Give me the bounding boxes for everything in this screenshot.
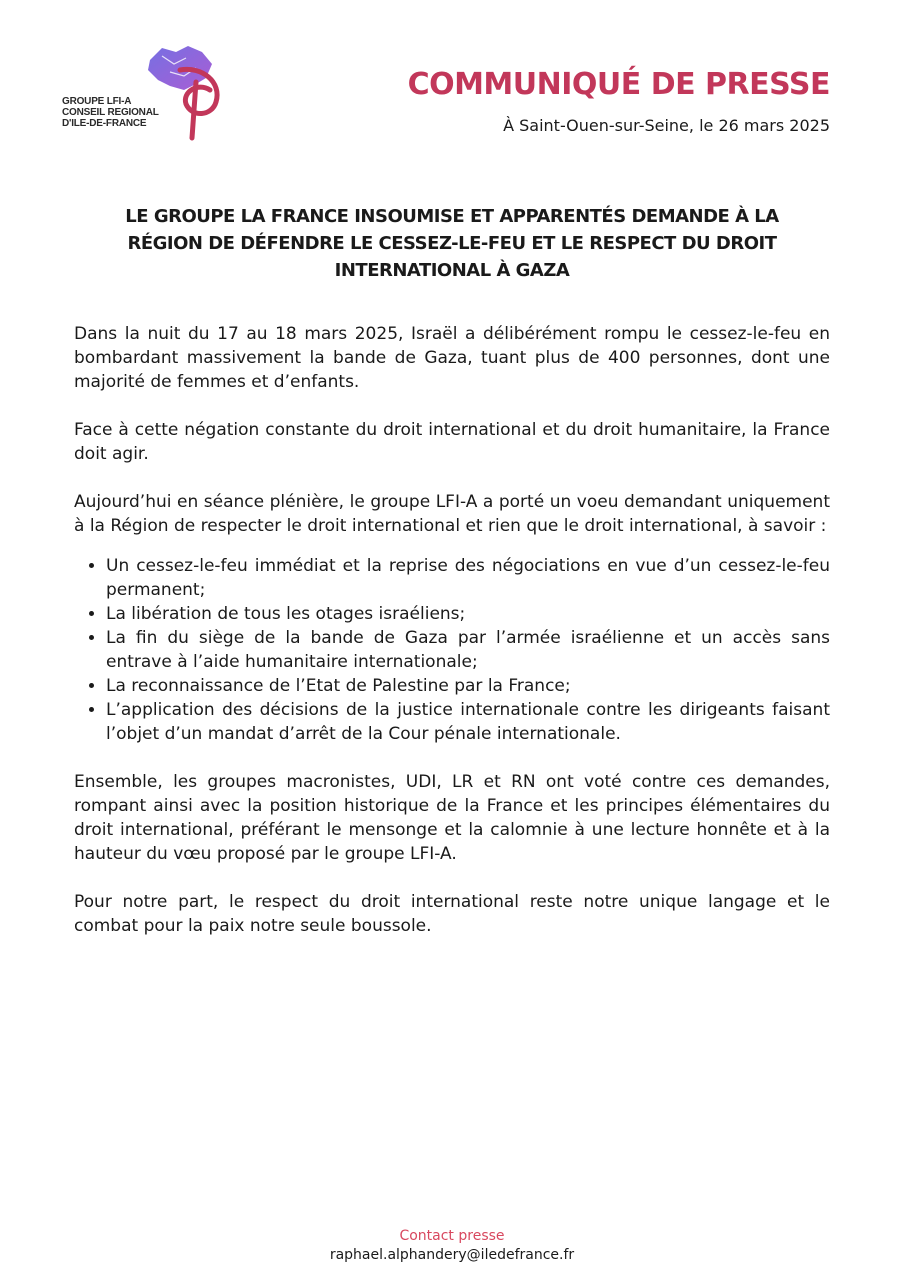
press-body — [74, 322, 830, 962]
list-item: • L’application des décisions de la justice internationale contre les dirigeants faisant l’objet d’un mandat d’arrêt de la Cour pénale internationale. — [106, 698, 830, 746]
list-item: • La fin du siège de la bande de Gaza par l’armée israélienne et un accès sans entrave à l’aide humanitaire internationale; — [106, 626, 830, 674]
paragraph-1: Dans la nuit du 17 au 18 mars 2025, Israël a délibérément rompu le cessez-le-feu en bombardant massivement la bande de Gaza, tuant plus de 400 personnes, dont une majorité de femmes et d’enfants. — [74, 324, 830, 392]
paragraph-2: Face à cette négation constante du droit international et du droit humanitaire, la France doit agir. — [74, 420, 830, 464]
contact-email[interactable]: raphael.alphandery@iledefrance.fr — [329, 1247, 575, 1263]
list-item: • La reconnaissance de l’Etat de Palestine par la France; — [106, 674, 830, 698]
paragraph-4: Ensemble, les groupes macronistes, UDI, LR et RN ont voté contre ces demandes, rompant ainsi avec la position historique de la France et les principes élémentaires du droit international, préférant le mensonge et la calomnie à une lecture honnête et à la hauteur du vœu proposé par le groupe LFI-A. — [74, 772, 830, 864]
logo-text: GROUPE LFI-A CONSEIL REGIONAL D'ILE-DE-FRANCE — [62, 96, 159, 129]
list-item: • La libération de tous les otages israéliens; — [106, 602, 830, 626]
footer-contact — [0, 1227, 904, 1265]
paragraph-3: Aujourd’hui en séance plénière, le groupe LFI-A a porté un voeu demandant uniquement à la Région de respecter le droit international et rien que le droit international, à savoir : — [74, 492, 830, 536]
contact-label: Contact presse — [399, 1228, 505, 1244]
group-logo — [58, 40, 248, 140]
demands-list — [74, 554, 830, 746]
location-date: À Saint-Ouen-sur-Seine, le 26 mars 2025 — [503, 116, 830, 135]
paragraph-5: Pour notre part, le respect du droit international reste notre unique langage et le combat pour la paix notre seule boussole. — [74, 892, 830, 936]
press-header — [408, 66, 830, 135]
headline: LE GROUPE LA FRANCE INSOUMISE ET APPARENTÉS DEMANDE À LA RÉGION DE DÉFENDRE LE CESSEZ-LE-FEU ET LE RESPECT DU DROIT INTERNATIONAL À GAZA — [125, 206, 779, 281]
press-release-title: COMMUNIQUÉ DE PRESSE — [407, 67, 830, 102]
ile-de-france-map-phi-icon — [140, 42, 250, 142]
list-item: • Un cessez-le-feu immédiat et la reprise des négociations en vue d’un cessez-le-feu permanent; — [106, 554, 830, 602]
